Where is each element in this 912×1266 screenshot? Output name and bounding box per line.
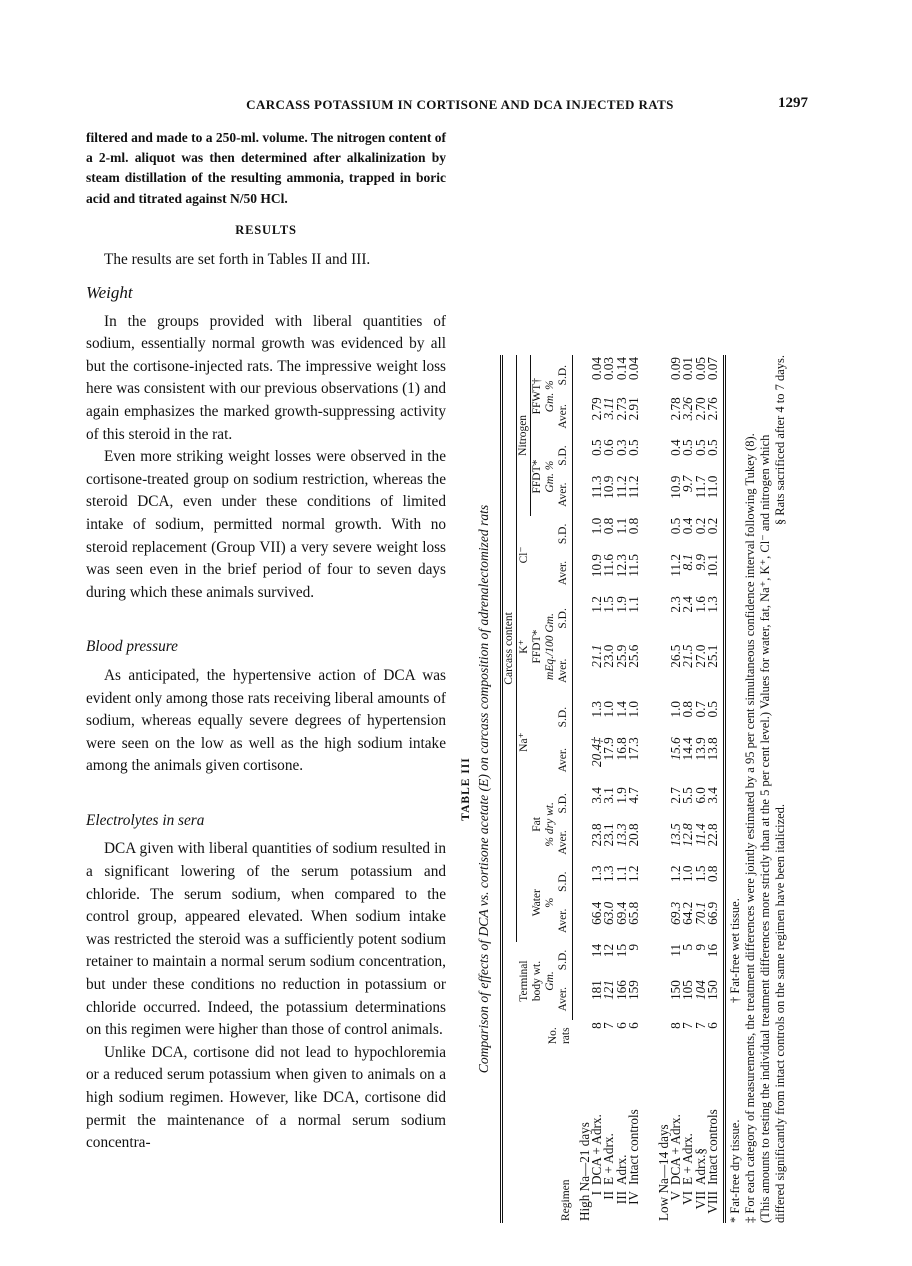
na-aver-cell: 14.4: [680, 737, 696, 761]
k-sd-cell: 2.4: [680, 596, 696, 613]
ffdt-aver-cell: 11.2: [625, 475, 641, 499]
fat-sd-cell: 3.4: [707, 785, 725, 821]
regimen-cell: IIIAdrx.: [613, 1154, 629, 1205]
na-sd-cell: 0.7: [692, 701, 708, 718]
ffdt-sd-cell: 0.5: [707, 437, 725, 473]
fat-aver-cell: 22.8: [707, 821, 725, 863]
n-rats-cell: 6: [707, 1020, 725, 1051]
ffdt-aver-cell: 11.0: [707, 474, 725, 516]
k-aver-cell: 21.5: [680, 644, 696, 668]
na-aver-cell: 15.6: [668, 737, 684, 761]
header-sd: S.D.: [557, 942, 573, 978]
header-sd: S.D.: [557, 437, 573, 473]
ffdt-aver-cell: 10.9: [668, 475, 684, 499]
regimen-cell: IIE + Adrx.: [601, 1133, 617, 1200]
carcass-composition-table: [500, 355, 726, 1223]
table-iii: [460, 333, 810, 1245]
header-k: K⁺: [517, 639, 530, 654]
ffdt-sd-cell: 0.5: [625, 439, 641, 456]
n-rats-cell: 8: [589, 1022, 605, 1029]
na-sd-cell: 1.0: [601, 701, 617, 718]
k-sd-cell: 1.1: [625, 596, 641, 613]
n-rats-cell: 7: [692, 1022, 708, 1029]
header-sd: S.D.: [557, 699, 573, 735]
header-no-rats: No. rats: [502, 1020, 573, 1051]
header-terminal-body-wt: Terminal body wt. Gm.: [502, 942, 558, 1020]
water-aver-cell: 66.4: [589, 901, 605, 925]
na-sd-cell: 1.0: [625, 701, 641, 718]
header-sd: S.D.: [557, 516, 573, 552]
ffdt-sd-cell: 0.5: [692, 439, 708, 456]
k-sd-cell: 1.6: [692, 596, 708, 613]
cl-aver-cell: 11.5: [625, 554, 641, 577]
regimen-cell: VIIIIntact controls: [707, 1051, 725, 1223]
water-sd-cell: 1.3: [589, 865, 605, 883]
k-aver-cell: 23.0: [601, 644, 617, 668]
header-ffdt: FFDT* Gm. %: [531, 459, 556, 494]
water-sd-cell: 1.0: [680, 865, 696, 883]
wt-aver-cell: 181: [589, 980, 605, 1000]
wt-sd-cell: 16: [707, 942, 725, 978]
fat-aver-cell: 13.3: [613, 823, 629, 847]
subsection-heading-blood-pressure: Blood pressure: [86, 638, 178, 656]
ffwt-sd-cell: 0.14: [613, 357, 629, 381]
cl-sd-cell: 0.8: [625, 517, 641, 535]
paragraph: DCA given with liberal quantities of sodium resulted in a significant lowering of the serum potassium and chloride. The serum sodium, when compared to the control group, appeared elevated. When sodium intake was restricted the steroid was a sufficiently potent sodium retainer to maintain a normal serum sodium concentration, but under these conditions no reduction in potassium or chloride occurred. Indeed, the potassium determinations on this regimen were higher than those of control animals.: [86, 840, 446, 1039]
header-aver: Aver.: [557, 474, 573, 516]
ffdt-aver-cell: 11.2: [613, 475, 629, 499]
fat-aver-cell: 12.8: [680, 823, 696, 847]
ffwt-aver-cell: 2.78: [668, 397, 684, 421]
header-regimen: Regimen: [502, 1051, 573, 1223]
water-sd-cell: 0.8: [707, 864, 725, 900]
page-number: 1297: [778, 95, 808, 111]
ffwt-sd-cell: 0.05: [692, 357, 708, 381]
subsection-heading-weight: Weight: [86, 283, 133, 302]
cl-sd-cell: 0.5: [668, 517, 684, 535]
header-ffwt: FFWT† Gm. %: [531, 378, 556, 415]
fat-aver-cell: 20.8: [625, 823, 641, 847]
water-sd-cell: 1.2: [668, 865, 684, 883]
ffdt-aver-cell: 11.7: [692, 475, 708, 499]
n-rats-cell: 6: [613, 1022, 629, 1029]
cl-sd-cell: 0.4: [680, 517, 696, 535]
ffdt-sd-cell: 0.5: [680, 439, 696, 456]
ffdt-aver-cell: 11.3: [589, 475, 605, 499]
k-aver-cell: 21.1: [589, 644, 605, 668]
fat-sd-cell: 3.4: [589, 787, 605, 804]
cl-aver-cell: 9.9: [692, 554, 708, 571]
ffwt-aver-cell: 2.70: [692, 397, 708, 421]
ffwt-aver-cell: 2.91: [625, 397, 641, 421]
k-aver-cell: 25.1: [707, 643, 725, 699]
wt-aver-cell: 150: [668, 980, 684, 1000]
regimen-cell: IDCA + Adrx.: [589, 1114, 605, 1196]
wt-aver-cell: 105: [680, 980, 696, 1000]
regimen-cell: VDCA + Adrx.: [668, 1114, 684, 1201]
water-sd-cell: 1.3: [601, 865, 617, 883]
n-rats-cell: 8: [668, 1022, 684, 1029]
wt-aver-cell: 121: [601, 980, 617, 1000]
group-title: High Na—21 days: [577, 1122, 592, 1221]
wt-aver-cell: 104: [692, 980, 708, 1000]
header-sd: S.D.: [557, 785, 573, 821]
footnote-ddagger-2: (This amounts to testing the individual treatment differences more strictly than at the 5 per cent level.) Values for water, fat, Na⁺, K⁺, Cl⁻ and nitrogen which: [758, 434, 772, 1223]
fat-sd-cell: 1.9: [613, 787, 629, 804]
wt-sd-cell: 12: [601, 943, 617, 958]
k-aver-cell: 26.5: [668, 644, 684, 668]
water-sd-cell: 1.2: [625, 865, 641, 883]
fat-aver-cell: 23.8: [589, 823, 605, 847]
section-heading-results: RESULTS: [235, 222, 297, 237]
ffdt-sd-cell: 0.6: [601, 439, 617, 456]
na-sd-cell: 1.0: [668, 701, 684, 718]
header-aver: Aver.: [557, 552, 573, 594]
water-aver-cell: 65.8: [625, 901, 641, 925]
paragraph: Even more striking weight losses were observed in the cortisone-treated group on sodium restriction, whereas the steroid DCA, even under these conditions of limited intake of sodium, permitted normal growth. With no steroid replacement (Group VII) a very severe weight loss was seen even in the brief period of four to seven days during which these animals survived.: [86, 448, 446, 601]
fat-aver-cell: 23.1: [601, 823, 617, 847]
header-water: Water %: [531, 889, 556, 917]
header-aver: Aver.: [557, 821, 573, 863]
ffwt-sd-cell: 0.03: [601, 357, 617, 381]
header-aver: Aver.: [557, 395, 573, 437]
wt-aver-cell: 159: [625, 980, 641, 1000]
k-sd-cell: 1.2: [589, 596, 605, 613]
k-sd-cell: 2.3: [668, 596, 684, 613]
cl-aver-cell: 10.1: [707, 552, 725, 594]
footnote-star: * Fat-free dry tissue.: [728, 1119, 742, 1223]
header-carcass-content: Carcass content: [502, 355, 517, 942]
wt-sd-cell: 14: [589, 943, 605, 958]
paragraph: The results are set forth in Tables II and III.: [104, 251, 371, 269]
fat-aver-cell: 11.4: [692, 823, 708, 846]
n-rats-cell: 6: [625, 1022, 641, 1029]
wt-sd-cell: 9: [625, 943, 641, 951]
cl-aver-cell: 11.2: [668, 554, 684, 577]
header-cl: Cl⁻: [517, 546, 530, 564]
water-aver-cell: 64.2: [680, 901, 696, 925]
na-sd-cell: 1.3: [589, 701, 605, 718]
header-sd: S.D.: [557, 864, 573, 900]
header-aver: Aver.: [557, 978, 573, 1020]
water-aver-cell: 66.9: [707, 900, 725, 942]
na-sd-cell: 0.5: [707, 699, 725, 735]
fat-sd-cell: 6.0: [692, 787, 708, 804]
na-aver-cell: 13.9: [692, 737, 708, 761]
ffwt-aver-cell: 3.26: [680, 397, 696, 421]
n-rats-cell: 7: [601, 1022, 617, 1029]
cl-aver-cell: 12.3: [613, 554, 629, 578]
na-aver-cell: 17.3: [625, 737, 641, 761]
header-k-sub: FFDT* mEq./100 Gm.: [531, 613, 556, 680]
paragraph: Unlike DCA, cortisone did not lead to hypochloremia or a reduced serum potassium when given to animals on a high sodium regimen. However, like DCA, cortisone did permit the maintenance of a normal serum sodium concentra-: [86, 1043, 446, 1152]
paragraph: In the groups provided with liberal quantities of sodium, essentially normal growth was evidenced by all but the cortisone-injected rats. The impressive weight loss here was consistent with our previous observations (1) and again emphasizes the marked growth-suppressing activity of this steroid in the rat.: [86, 312, 446, 443]
ffwt-sd-cell: 0.01: [680, 357, 696, 381]
regimen-cell: IVIntact controls: [625, 1109, 641, 1205]
ffwt-sd-cell: 0.07: [707, 355, 725, 395]
wt-aver-cell: 166: [613, 980, 629, 1000]
water-aver-cell: 69.4: [613, 901, 629, 925]
table-label: TABLE III: [460, 757, 472, 821]
header-aver: Aver.: [557, 900, 573, 942]
table-footnotes: [728, 355, 788, 1223]
footnote-ddagger-3: differed significantly from intact controls on the same regimen have been italicized.: [773, 803, 787, 1223]
cl-aver-cell: 10.9: [589, 554, 605, 578]
na-sd-cell: 0.8: [680, 701, 696, 718]
na-aver-cell: 17.9: [601, 737, 617, 761]
water-aver-cell: 70.1: [692, 901, 708, 925]
wt-sd-cell: 5: [680, 943, 696, 951]
ffwt-sd-cell: 0.04: [625, 357, 641, 381]
cl-sd-cell: 0.2: [707, 516, 725, 552]
water-sd-cell: 1.1: [613, 865, 629, 883]
water-sd-cell: 1.5: [692, 865, 708, 883]
table-caption: Comparison of effects of DCA vs. cortisone acetate (E) on carcass composition of adrenalectomized rats: [476, 504, 491, 1074]
wt-sd-cell: 9: [692, 943, 708, 951]
fat-sd-cell: 3.1: [601, 787, 617, 804]
na-aver-cell: 16.8: [613, 737, 629, 761]
fat-sd-cell: 4.7: [625, 787, 641, 804]
wt-sd-cell: 11: [668, 943, 684, 957]
footnote-section: § Rats sacrificed after 4 to 7 days.: [773, 355, 787, 526]
na-sd-cell: 1.4: [613, 701, 629, 718]
ffdt-sd-cell: 0.5: [589, 439, 605, 456]
header-na: Na⁺: [517, 732, 530, 752]
header-aver: Aver.: [557, 643, 573, 699]
cl-aver-cell: 11.6: [601, 554, 617, 577]
ffwt-sd-cell: 0.09: [668, 357, 684, 381]
regimen-cell: VIE + Adrx.: [680, 1133, 696, 1205]
wt-sd-cell: 15: [613, 943, 629, 958]
header-sd: S.D.: [557, 594, 573, 643]
k-aver-cell: 25.6: [625, 644, 641, 668]
ffwt-aver-cell: 2.76: [707, 395, 725, 437]
footnote-ddagger: ‡ For each category of measurements, the treatment differences were jointly estimated by a 95 per cent simultaneous confidence interval following Tukey (8).: [743, 433, 757, 1223]
na-aver-cell: 13.8: [707, 735, 725, 785]
k-aver-cell: 25.9: [613, 644, 629, 668]
header-aver: Aver.: [557, 735, 573, 785]
table-row: [707, 355, 725, 1223]
ffwt-aver-cell: 2.73: [613, 397, 629, 421]
fat-sd-cell: 2.7: [668, 787, 684, 804]
table-row: [628, 355, 640, 1223]
water-aver-cell: 63.0: [601, 901, 617, 925]
ffdt-sd-cell: 0.4: [668, 439, 684, 456]
fat-sd-cell: 5.5: [680, 787, 696, 804]
ffdt-sd-cell: 0.3: [613, 439, 629, 456]
ffwt-sd-cell: 0.04: [589, 357, 605, 381]
k-sd-cell: 1.5: [601, 596, 617, 613]
k-sd-cell: 1.9: [613, 596, 629, 613]
header-fat: Fat % dry wt.: [531, 802, 556, 847]
paragraph: filtered and made to a 250-ml. volume. The nitrogen content of a 2-ml. aliquot was then determined after alkalinization by steam distillation of the resulting ammonia, trapped in boric acid and titrated against N/50 HCl.: [86, 130, 446, 206]
group-title: Low Na—14 days: [656, 1124, 672, 1221]
paragraph: As anticipated, the hypertensive action of DCA was evident only among those rats receiving liberal amounts of sodium, whereas equally severe degrees of hypertension were seen on the low as well as the high sodium intake among the animals given cortisone.: [86, 666, 446, 775]
cl-sd-cell: 0.2: [692, 517, 708, 535]
regimen-cell: VIIAdrx.§: [692, 1148, 708, 1210]
water-aver-cell: 69.3: [668, 901, 684, 925]
cl-sd-cell: 0.8: [601, 517, 617, 535]
subsection-heading-electrolytes: Electrolytes in sera: [86, 811, 205, 829]
n-rats-cell: 7: [680, 1022, 696, 1029]
ffwt-aver-cell: 2.79: [589, 397, 605, 421]
ffwt-aver-cell: 3.11: [601, 397, 617, 420]
cl-sd-cell: 1.1: [613, 517, 629, 535]
ffdt-aver-cell: 9.7: [680, 475, 696, 493]
header-nitrogen: Nitrogen: [517, 355, 531, 516]
wt-aver-cell: 150: [707, 978, 725, 1020]
left-column: [86, 128, 446, 1155]
fat-aver-cell: 13.5: [668, 823, 684, 847]
footnote-dagger: † Fat-free wet tissue.: [728, 898, 742, 1003]
running-title: CARCASS POTASSIUM IN CORTISONE AND DCA INJECTED RATS: [246, 97, 674, 112]
cl-aver-cell: 8.1: [680, 554, 696, 571]
ffdt-aver-cell: 10.9: [601, 475, 617, 499]
cl-sd-cell: 1.0: [589, 517, 605, 535]
header-sd: S.D.: [557, 355, 573, 395]
k-aver-cell: 27.0: [692, 644, 708, 668]
na-aver-cell: 20.4‡: [589, 737, 605, 767]
k-sd-cell: 1.3: [707, 594, 725, 643]
